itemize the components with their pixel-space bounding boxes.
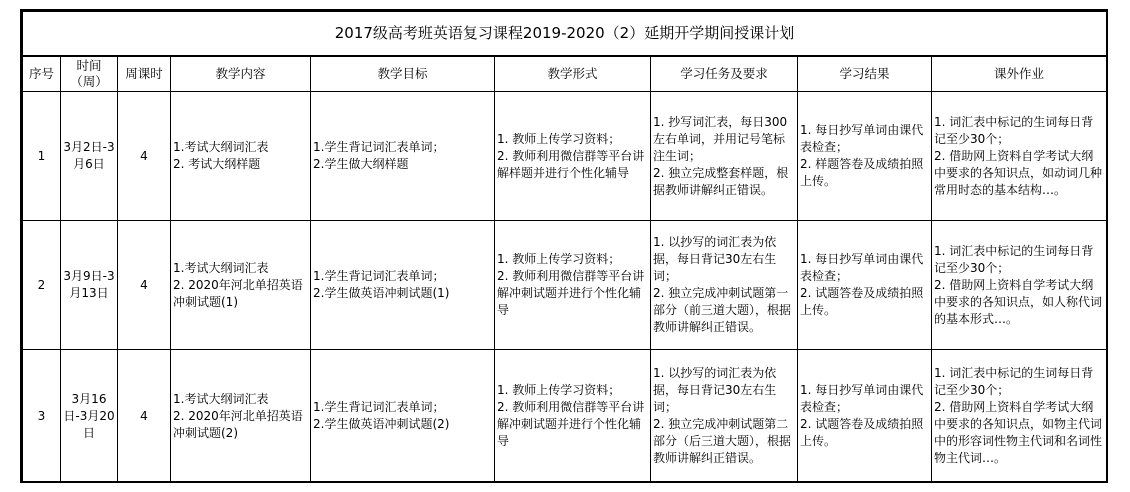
table-row (23, 350, 1107, 483)
header-cell: 学习结果 (798, 56, 932, 92)
result-line: 2. 样题答卷及成绩拍照上传。 (800, 157, 924, 188)
header-cell: 教学形式 (495, 56, 651, 92)
row-content (171, 350, 311, 483)
goal-line: 2.学生做英语冲刺试题(1) (313, 286, 450, 300)
homework-line: 2. 借助网上资料自学考试大纲中要求的各知识点，如人称代词的基本形式…。 (934, 277, 1103, 326)
row-form (495, 92, 651, 221)
row-goal (311, 92, 495, 221)
content-line: 1.考试大纲词汇表 (173, 140, 269, 154)
row-task (651, 221, 798, 350)
row-homework (932, 221, 1107, 350)
task-line: 2. 独立完成整套样题，根据教师讲解纠正错误。 (653, 165, 789, 197)
result-line: 1. 每日抄写单词由课代表检查； (800, 123, 924, 154)
form-line: 2. 教师利用微信群等平台讲解冲刺试题并进行个性化辅导 (497, 400, 645, 448)
table-title: 2017级高考班英语复习课程2019-2020（2）延期开学期间授课计划 (23, 12, 1107, 56)
task-line: 2. 独立完成冲刺试题第一部分（前三道大题），根据教师讲解纠正错误。 (653, 286, 792, 334)
task-line: 1. 以抄写的词汇表为依据，每日背记30左右生词； (653, 235, 777, 283)
row-goal (311, 350, 495, 483)
result-line: 1. 每日抄写单词由课代表检查； (800, 252, 924, 283)
row-content (171, 92, 311, 221)
row-number: 3 (23, 350, 61, 483)
task-line: 2. 独立完成冲刺试题第二部分（后三道大题），根据教师讲解纠正错误。 (653, 417, 792, 465)
row-homework (932, 350, 1107, 483)
row-result (798, 92, 932, 221)
row-result (798, 350, 932, 483)
goal-line: 2.学生做大纲样题 (313, 157, 409, 171)
lesson-plan-table (22, 11, 1107, 483)
header-cell: 学习任务及要求 (651, 56, 798, 92)
row-form (495, 350, 651, 483)
goal-line: 1.学生背记词汇表单词； (313, 400, 445, 414)
content-line: 1.考试大纲词汇表 (173, 260, 269, 275)
homework-line: 1. 词汇表中标记的生词每日背记至少30个； (934, 366, 1094, 397)
result-line: 2. 试题答卷及成绩拍照上传。 (800, 286, 924, 317)
header-cell: 课外作业 (932, 56, 1107, 92)
row-form (495, 221, 651, 350)
form-line: 2. 教师利用微信群等平台讲解冲刺试题并进行个性化辅导 (497, 269, 645, 317)
task-line: 1. 以抄写的词汇表为依据，每日背记30左右生词； (653, 366, 777, 414)
row-time: 3月2日-3月6日 (61, 92, 118, 221)
content-line: 2. 2020年河北单招英语冲刺试题(2) (173, 408, 303, 440)
content-line: 1.考试大纲词汇表 (173, 391, 269, 406)
row-task (651, 92, 798, 221)
row-number: 2 (23, 221, 61, 350)
table-row (23, 92, 1107, 221)
lesson-plan-sheet (20, 9, 1108, 483)
table-row (23, 221, 1107, 350)
form-line: 1. 教师上传学习资料； (497, 131, 621, 146)
form-line: 1. 教师上传学习资料； (497, 383, 621, 397)
row-time: 3月16日-3月20日 (61, 350, 118, 483)
header-cell: 时间（周） (61, 56, 118, 92)
result-line: 1. 每日抄写单词由课代表检查； (800, 383, 924, 414)
row-hours: 4 (118, 350, 171, 483)
goal-line: 2.学生做英语冲刺试题(2) (313, 417, 450, 431)
content-line: 2. 2020年河北单招英语冲刺试题(1) (173, 277, 303, 309)
homework-line: 1. 词汇表中标记的生词每日背记至少30个； (934, 243, 1094, 275)
content-line: 2. 考试大纲样题 (173, 157, 261, 171)
row-result (798, 221, 932, 350)
header-cell: 周课时 (118, 56, 171, 92)
row-hours: 4 (118, 221, 171, 350)
row-homework (932, 92, 1107, 221)
header-cell: 教学目标 (311, 56, 495, 92)
homework-line: 1. 词汇表中标记的生词每日背记至少30个； (934, 114, 1094, 146)
row-time: 3月9日-3月13日 (61, 221, 118, 350)
form-line: 1. 教师上传学习资料； (497, 252, 621, 266)
title-row (23, 12, 1107, 56)
homework-line: 2. 借助网上资料自学考试大纲中要求的各知识点，如物主代词中的形容词性物主代词和名词性物主代词…。 (934, 400, 1103, 465)
row-goal (311, 221, 495, 350)
result-line: 2. 试题答卷及成绩拍照上传。 (800, 417, 924, 448)
form-line: 2. 教师利用微信群等平台讲解样题并进行个性化辅导 (497, 148, 645, 180)
goal-line: 1.学生背记词汇表单词； (313, 269, 445, 283)
header-cell: 教学内容 (171, 56, 311, 92)
header-cell: 序号 (23, 56, 61, 92)
row-content (171, 221, 311, 350)
task-line: 1. 抄写词汇表，每日300左右单词，并用记号笔标注生词； (653, 114, 788, 163)
header-row (23, 56, 1107, 92)
row-number: 1 (23, 92, 61, 221)
row-task (651, 350, 798, 483)
homework-line: 2. 借助网上资料自学考试大纲中要求的各知识点，如动词几种常用时态的基本结构…。 (934, 148, 1103, 197)
goal-line: 1.学生背记词汇表单词； (313, 140, 445, 154)
row-hours: 4 (118, 92, 171, 221)
